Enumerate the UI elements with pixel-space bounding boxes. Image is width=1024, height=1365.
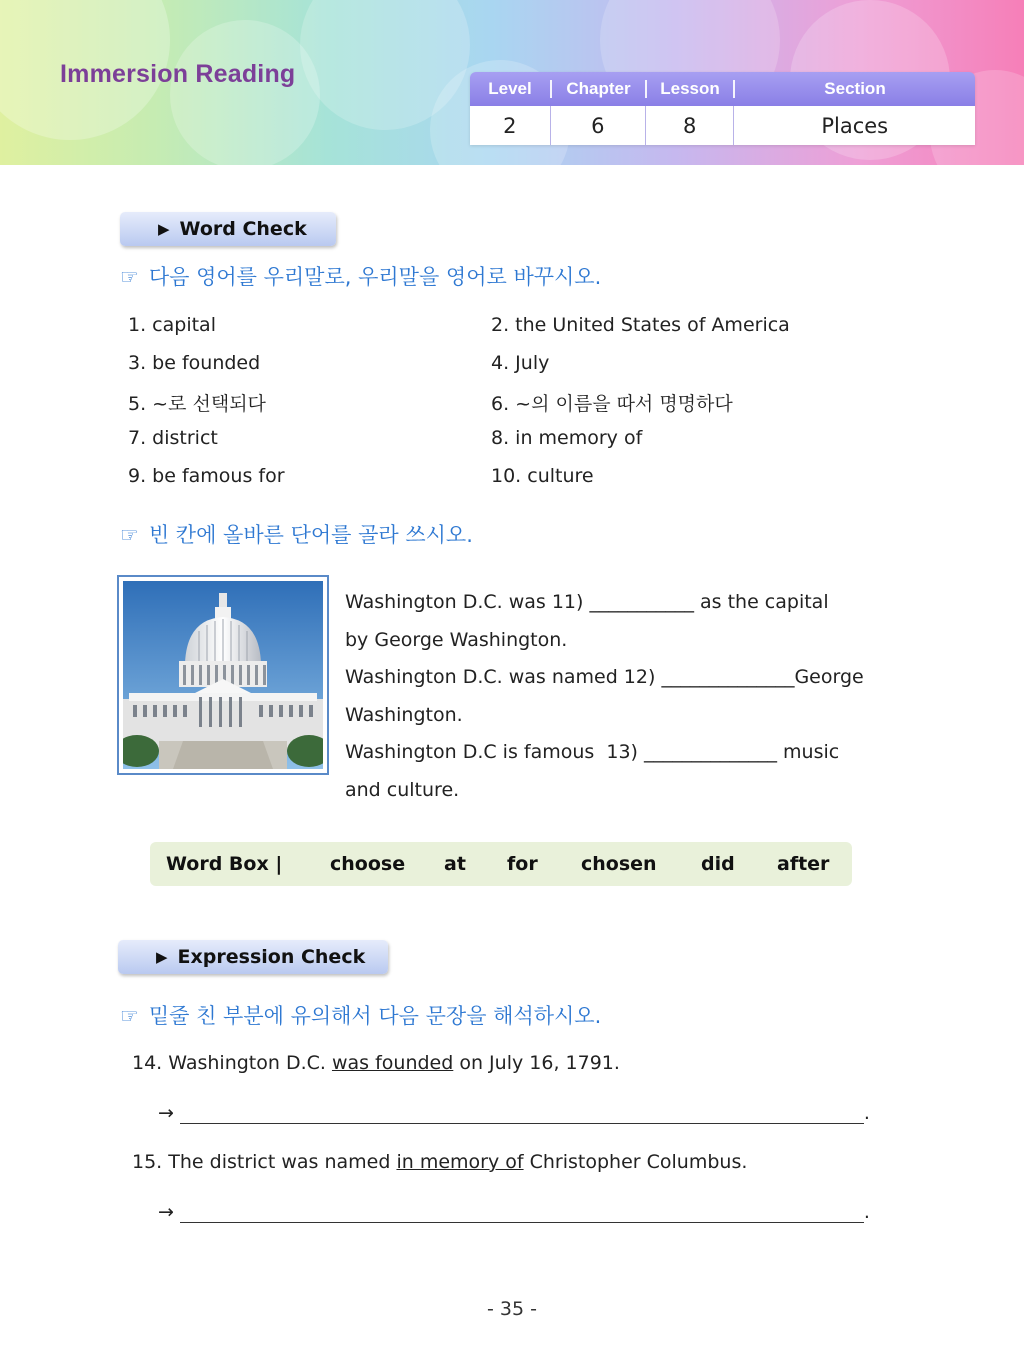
answer-line-14: [158, 1102, 870, 1124]
underlined-phrase: in memory of: [396, 1151, 524, 1173]
instruction-text: 밑줄 친 부분에 유의해서 다음 문장을 해석하시오.: [148, 1004, 602, 1028]
answer-blank[interactable]: [180, 1103, 864, 1124]
pointing-hand-icon: ☞: [120, 523, 139, 547]
col-level: Level: [488, 79, 532, 98]
arrow-icon: →: [158, 1102, 174, 1124]
underlined-phrase: was founded: [331, 1052, 454, 1074]
answer-blank[interactable]: [180, 1202, 864, 1223]
lesson-info-header: [470, 72, 975, 106]
sentence-text: Christopher Columbus.: [523, 1151, 748, 1173]
word-option: after: [777, 853, 830, 875]
word-box-label: Word Box |: [166, 853, 283, 875]
period: .: [863, 1201, 870, 1223]
sentence-text: 14. Washington D.C.: [132, 1052, 332, 1074]
passage-line: Washington D.C. was 11) ___________ as the capital: [345, 591, 829, 613]
fill-blank-instruction: [120, 519, 473, 549]
value-level: 2: [470, 106, 551, 145]
col-section: Section: [824, 79, 886, 98]
lesson-info-table: [470, 72, 975, 145]
passage-line: Washington D.C. was named 12) ______________George: [345, 666, 864, 688]
expression-check-label: Expression Check: [177, 946, 366, 968]
vocab-item: 7. district: [128, 427, 218, 449]
answer-line-15: [158, 1201, 870, 1223]
page-number: - 35 -: [487, 1298, 537, 1320]
word-check-instruction: [120, 261, 601, 291]
value-section: Places: [821, 113, 889, 138]
vocab-item: 6. ~의 이름을 따서 명명하다: [491, 393, 733, 415]
capitol-illustration: [123, 581, 323, 769]
word-option: did: [701, 853, 735, 875]
sentence-text: on July 16, 1791.: [453, 1052, 620, 1074]
word-option: at: [444, 853, 466, 875]
instruction-text: 다음 영어를 우리말로, 우리말을 영어로 바꾸시오.: [148, 265, 602, 289]
expression-check-tab: [118, 940, 388, 974]
word-option: choose: [330, 853, 406, 875]
book-title: Immersion Reading: [60, 60, 296, 88]
word-box: [150, 842, 852, 886]
col-lesson: Lesson: [660, 79, 720, 98]
col-chapter: Chapter: [566, 79, 631, 98]
sentence-15: [132, 1151, 747, 1173]
pointing-hand-icon: ☞: [120, 265, 139, 289]
capitol-building-image: [117, 575, 329, 775]
vocab-item: 4. July: [491, 352, 550, 374]
value-lesson: 8: [646, 106, 734, 145]
passage-line: by George Washington.: [345, 629, 568, 651]
header-banner: [0, 0, 1024, 165]
vocab-item: 2. the United States of America: [491, 314, 790, 336]
vocab-item: 5. ~로 선택되다: [128, 393, 266, 415]
instruction-text: 빈 칸에 올바른 단어를 골라 쓰시오.: [148, 523, 473, 547]
vocab-item: 8. in memory of: [491, 427, 643, 449]
vocab-item: 1. capital: [128, 314, 216, 336]
triangle-icon: ▶: [156, 948, 168, 966]
vocab-item: 10. culture: [491, 465, 594, 487]
vocab-item: 9. be famous for: [128, 465, 285, 487]
pointing-hand-icon: ☞: [120, 1004, 139, 1028]
vocab-item: 3. be founded: [128, 352, 261, 374]
passage-line: Washington D.C is famous 13) ______________ music: [345, 741, 840, 763]
word-check-label: Word Check: [179, 218, 307, 240]
arrow-icon: →: [158, 1201, 174, 1223]
passage-line: and culture.: [345, 779, 460, 801]
passage-line: Washington.: [345, 704, 463, 726]
word-check-tab: [120, 212, 336, 246]
lesson-info-values: [470, 106, 975, 145]
period: .: [863, 1102, 870, 1124]
value-chapter: 6: [551, 106, 646, 145]
decor-bubble: [170, 20, 320, 165]
expression-check-instruction: [120, 1000, 601, 1030]
word-option: for: [507, 853, 538, 875]
word-option: chosen: [581, 853, 657, 875]
sentence-text: 15. The district was named: [132, 1151, 397, 1173]
sentence-14: [132, 1052, 620, 1074]
triangle-icon: ▶: [158, 220, 170, 238]
